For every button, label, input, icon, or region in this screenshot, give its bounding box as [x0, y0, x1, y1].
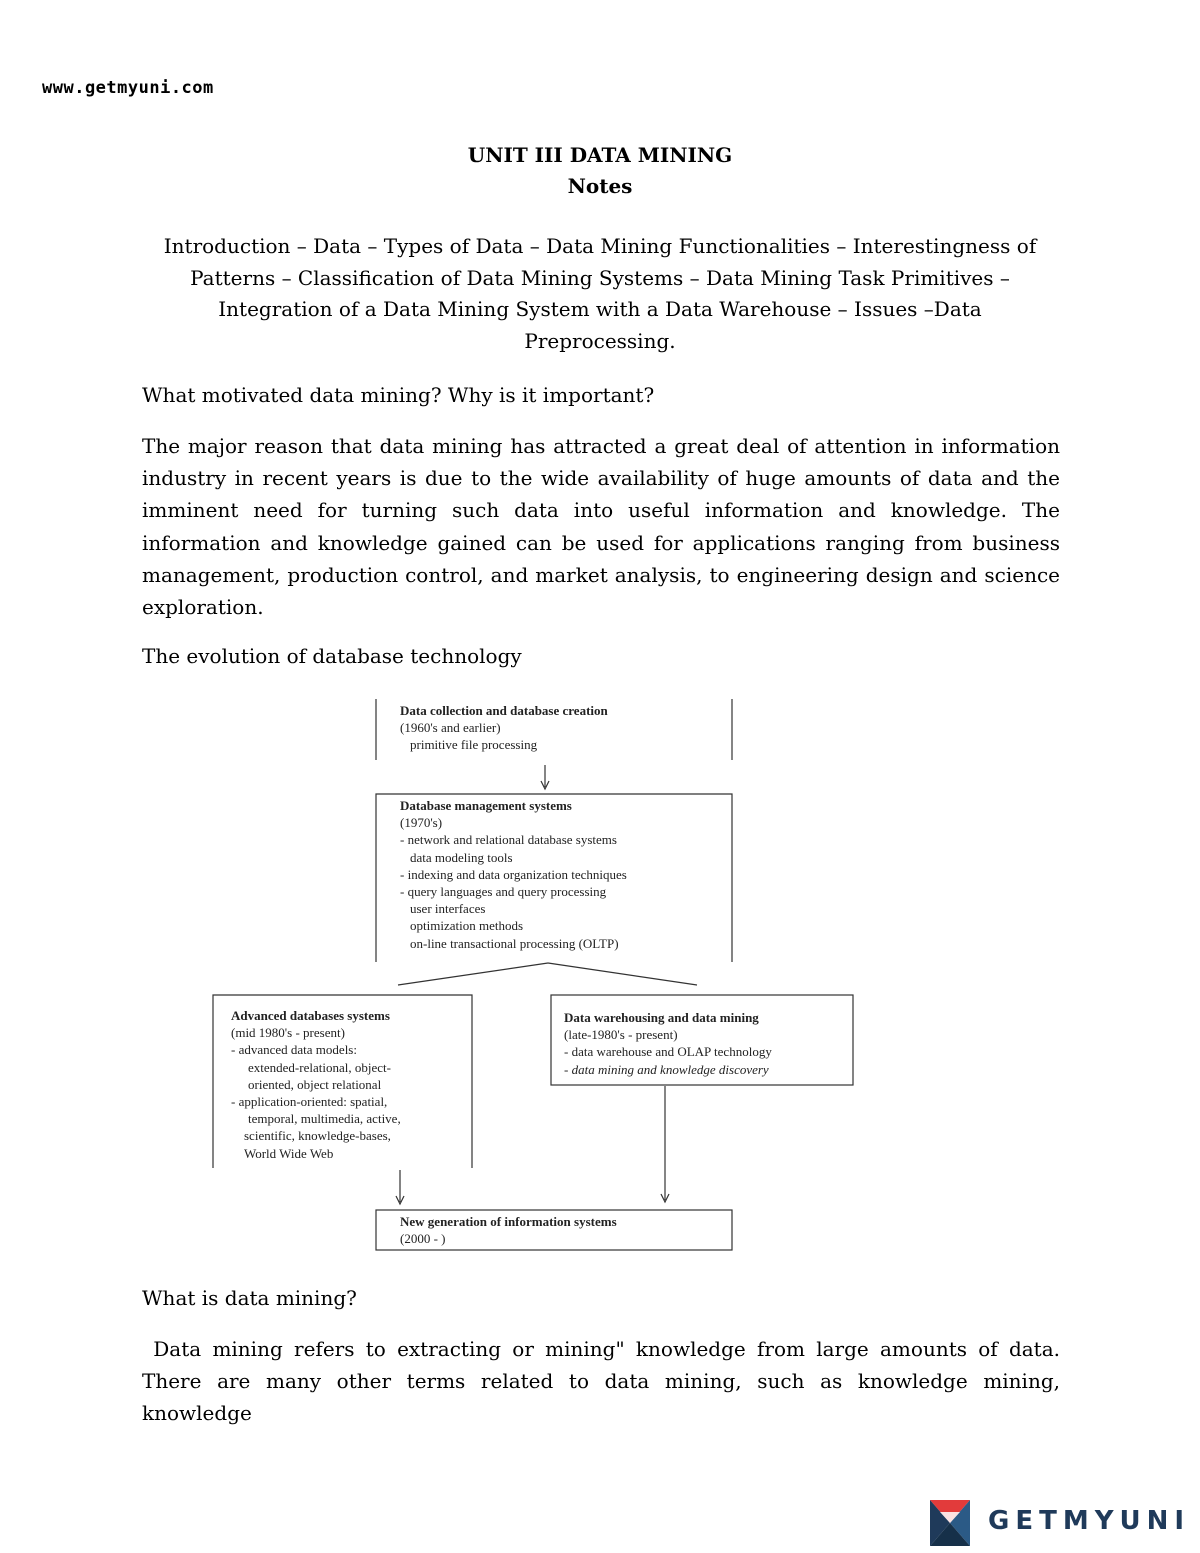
box3-text [231, 1007, 401, 1162]
section-heading-what-is: What is data mining? [142, 1286, 357, 1310]
box5-text [400, 1213, 617, 1247]
logo-wordmark: GETMYUNI [988, 1506, 1191, 1536]
box2-line: (1970's) [400, 815, 443, 831]
box3-outline [213, 995, 472, 1168]
page-title: UNIT III DATA MINING [467, 143, 733, 167]
box4-text [564, 1009, 772, 1078]
box3-line: - application-oriented: spatial, [231, 1094, 388, 1110]
header-url: www.getmyuni.com [42, 78, 214, 98]
section-heading-evolution: The evolution of database technology [142, 644, 522, 668]
box5-title: New generation of information systems [400, 1214, 617, 1229]
box1-text [400, 702, 608, 754]
box4-line: - data warehouse and OLAP technology [564, 1044, 772, 1060]
box2-title: Database management systems [400, 798, 572, 813]
box2-line: - query languages and query processing [400, 884, 607, 900]
box2-line: optimization methods [410, 918, 524, 934]
box1-title: Data collection and database creation [400, 703, 608, 718]
box2-text [400, 797, 627, 952]
box3-line: scientific, knowledge-bases, [244, 1128, 391, 1144]
box2-outline [376, 794, 732, 962]
box1-line: (1960's and earlier) [400, 720, 501, 736]
box3-line: (mid 1980's - present) [231, 1025, 345, 1041]
arrow-head-box3-box5 [396, 1196, 404, 1204]
box3-line: oriented, object relational [248, 1076, 382, 1092]
box3-line: extended-relational, object- [248, 1059, 391, 1075]
section-heading-motivation: What motivated data mining? Why is it important? [142, 383, 655, 407]
logo-mark-icon [926, 1496, 974, 1550]
box1-line: primitive file processing [410, 737, 538, 753]
box3-line: temporal, multimedia, active, [248, 1111, 401, 1127]
box3-line: - advanced data models: [231, 1042, 357, 1058]
box2-line: - network and relational database systems [400, 832, 617, 848]
arrow-head-box1-box2 [541, 781, 549, 789]
box5-line: (2000 - ) [400, 1231, 446, 1247]
box4-line: - data mining and knowledge discovery [564, 1061, 769, 1077]
box3-line: World Wide Web [244, 1145, 334, 1161]
box5-outline [376, 1210, 732, 1250]
arrow-box2-box3 [398, 963, 548, 985]
getmyuni-logo [926, 1496, 1191, 1550]
box4-outline [551, 995, 853, 1085]
arrow-box2-box4 [548, 963, 697, 985]
box3-title: Advanced databases systems [231, 1008, 390, 1023]
box2-line: data modeling tools [410, 849, 513, 865]
arrow-head-box4-box5 [661, 1194, 669, 1202]
box2-line: - indexing and data organization techniques [400, 866, 627, 882]
syllabus-topics: Introduction – Data – Types of Data – Data Mining Functionalities – Interestingness of Patterns – Classification of Data Mining Systems – Data Mining Task Primitives –Integration of a Data Mining System with a Data Warehouse – Issues –Data Preprocessing. [163, 234, 1037, 353]
section-body-motivation: The major reason that data mining has attracted a great deal of attention in information industry in recent years is due to the wide availability of huge amounts of data and the imminent need for turning such data into useful information and knowledge. The information and knowledge gained can be used for applications ranging from business management, production control, and market analysis, to engineering design and science exploration. [142, 434, 1060, 620]
box2-line: on-line transactional processing (OLTP) [410, 935, 619, 951]
box4-title: Data warehousing and data mining [564, 1010, 759, 1025]
page-subtitle: Notes [567, 174, 633, 198]
box4-line: (late-1980's - present) [564, 1027, 678, 1043]
box2-line: user interfaces [410, 901, 486, 917]
section-body-what-is: Data mining refers to extracting or mining" knowledge from large amounts of data. There are many other terms related to data mining, such as knowledge mining, knowledge [142, 1337, 1080, 1426]
